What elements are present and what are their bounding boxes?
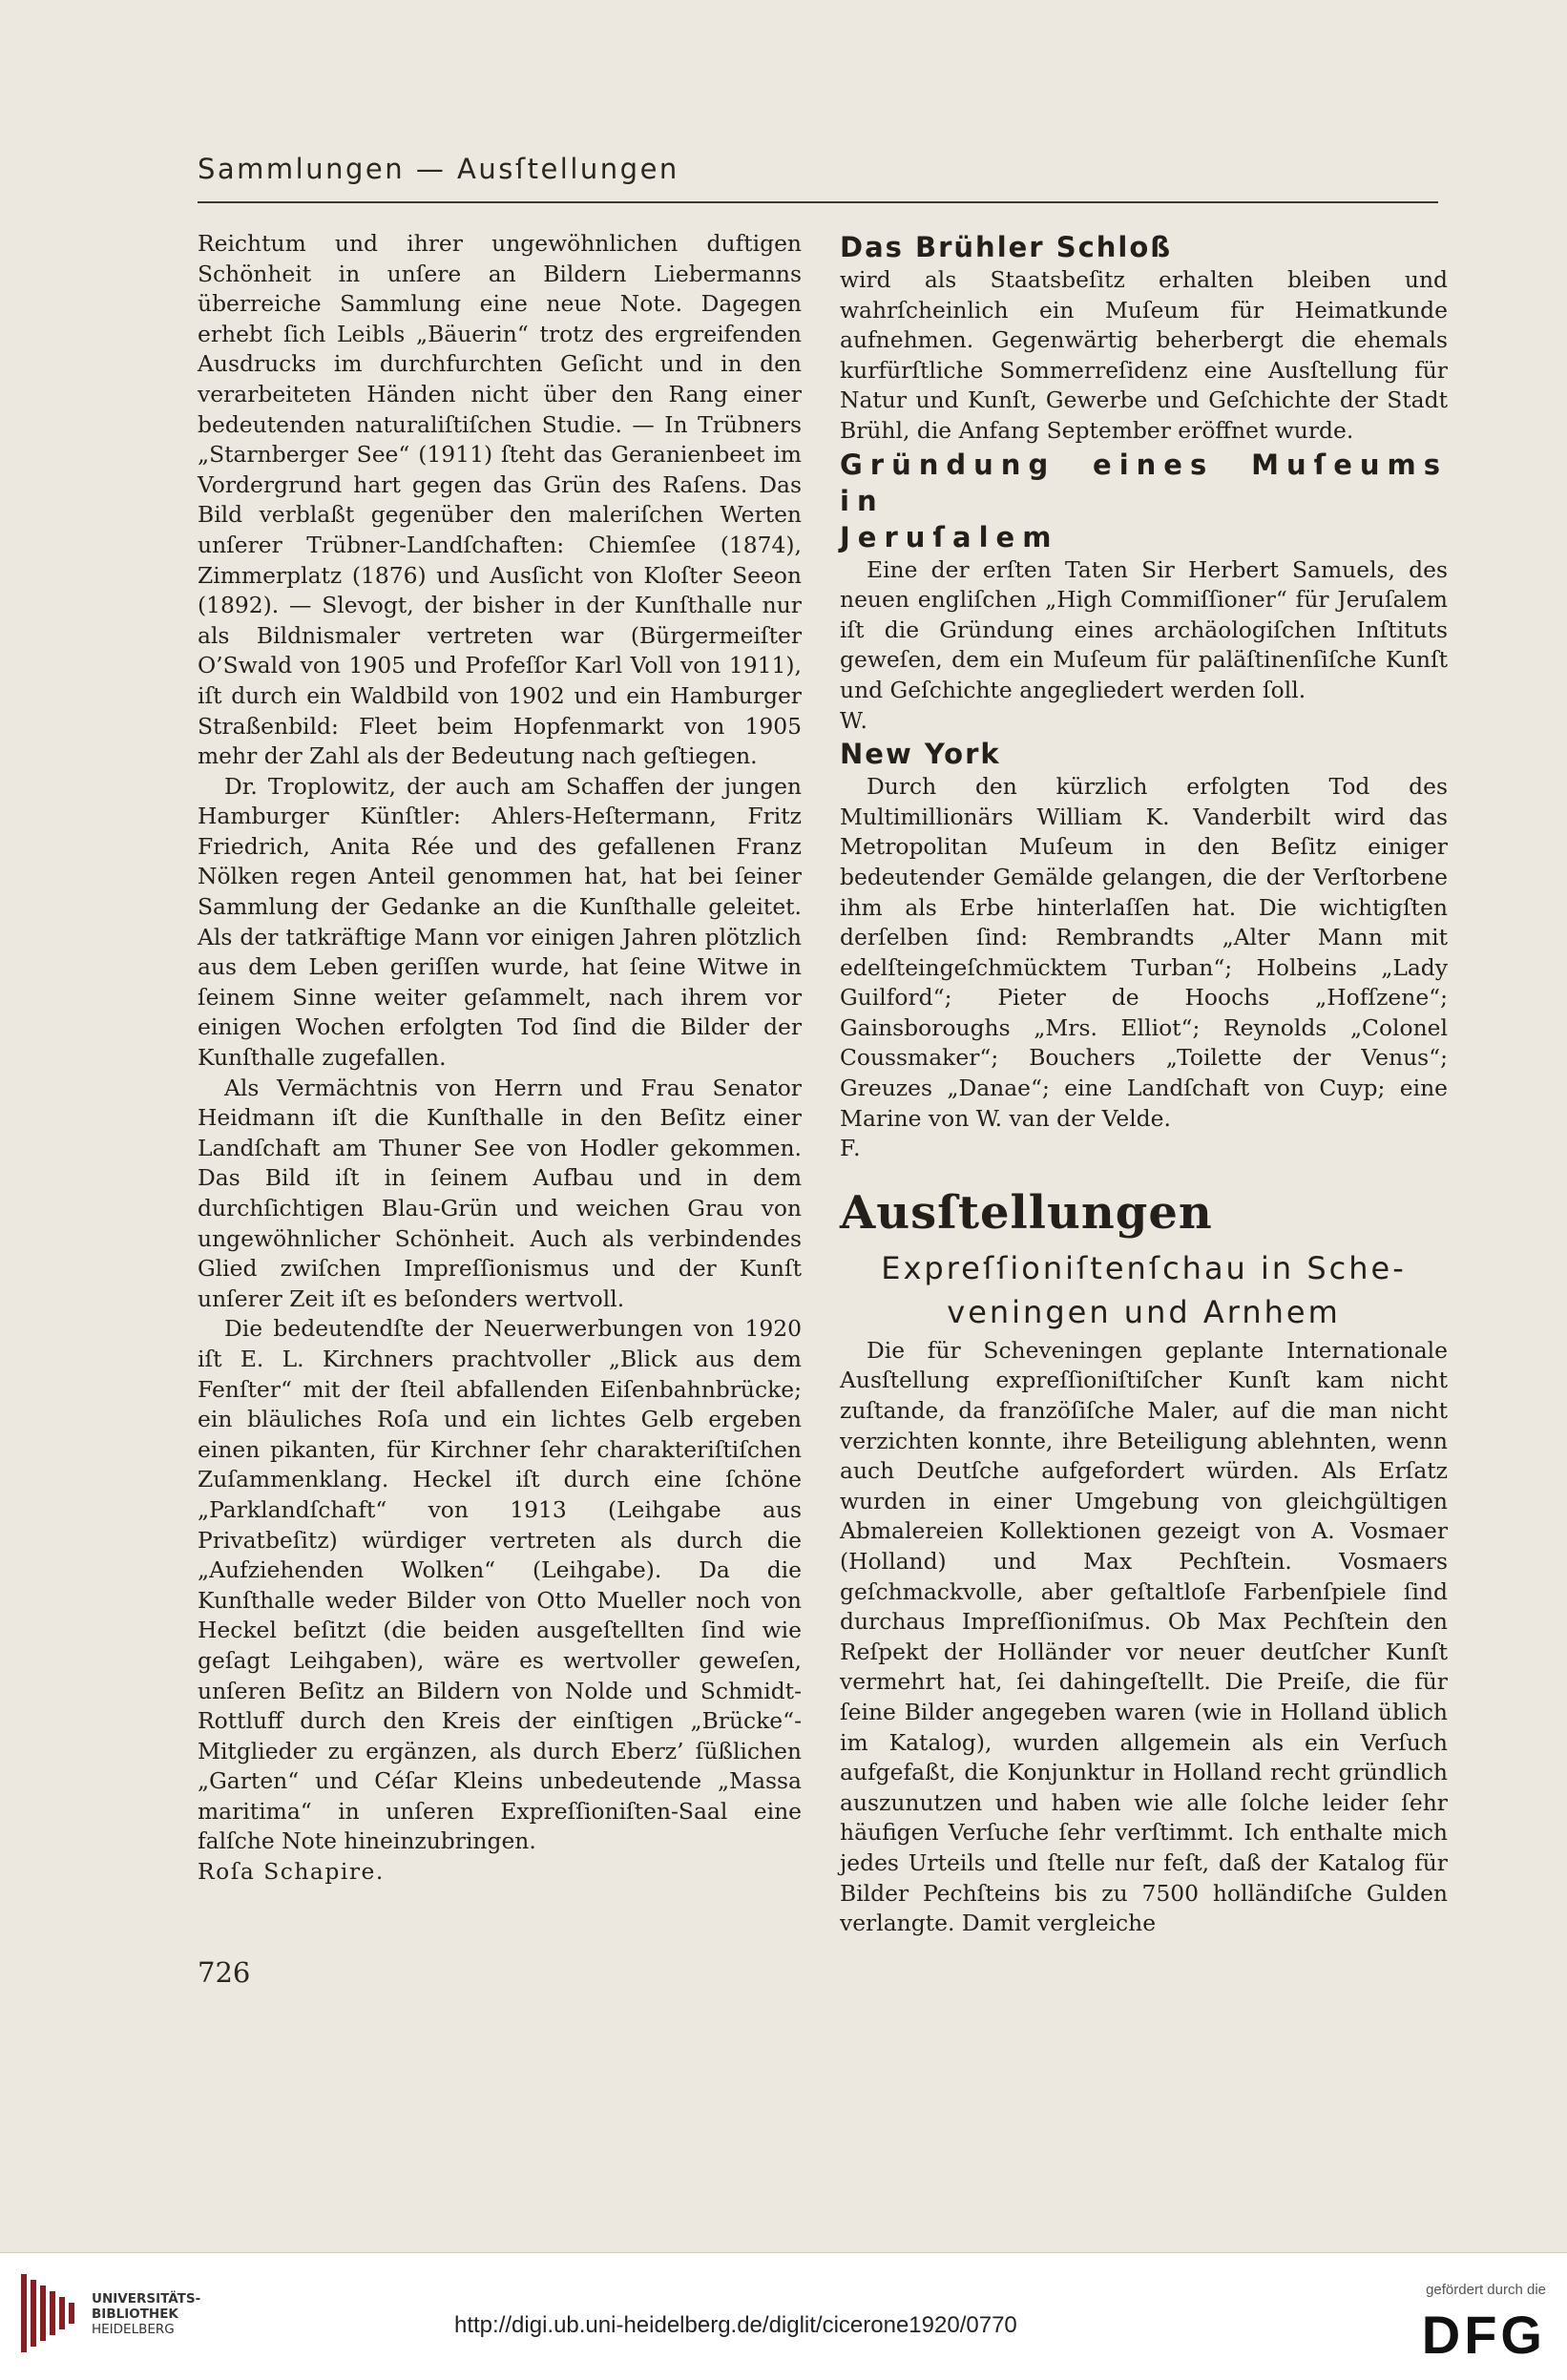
subheading-line1: Expreſſioniſtenſchau in Sche- <box>881 1249 1407 1286</box>
right-column <box>840 229 1448 1939</box>
left-column <box>198 229 802 1888</box>
paragraph: Reichtum und ihrer ungewöhnlichen duftigen Schönheit in unſere an Bildern Liebermanns überreiche Sammlung eine neue Note. Dagegen erhebt ſich Leibls „Bäuerin“ trotz des ergreifenden Ausdrucks im durchfurchten Geſicht und in den verarbeiteten Händen nicht über den Rang einer bedeutenden naturaliſtiſchen Studie. — In Trübners „Starnberger See“ (1911) ſteht das Geranienbeet im Vordergrund hart gegen das Grün des Raſens. Das Bild verblaßt gegenüber den maleriſchen Werten unſerer Trübner-Landſchaften: Chiemſee (1874), Zimmerplatz (1876) und Ausſicht von Kloſter Seeon (1892). — Slevogt, der bisher in der Kunſthalle nur als Bildnismaler vertreten war (Bürgermeiſter O’Swald von 1905 und Profeſſor Karl Voll von 1911), iſt durch ein Waldbild von 1902 und ein Hamburger Straßenbild: Fleet beim Hopfenmarkt von 1905 mehr der Zahl als der Bedeutung nach geſtiegen. <box>198 230 802 770</box>
paragraph: Die bedeutendſte der Neuerwerbungen von 1920 iſt E. L. Kirchners prachtvoller „Blick aus dem Fenſter“ mit der ſteil abfallenden Eiſenbahnbrücke; ein bläuliches Roſa und ein lichtes Gelb ergeben einen pikanten, für Kirchner ſehr charakteriſtiſchen Zuſammenklang. Heckel iſt durch eine ſchöne „Parklandſchaft“ von 1913 (Leihgabe aus Privatbeſitz) würdiger vertreten als durch die „Aufziehenden Wolken“ (Leihgabe). Da die Kunſthalle weder Bilder von Otto Mueller noch von Heckel beſitzt (die beiden ausgeſtellten ſind wie geſagt Leihgaben), wäre es wertvoller geweſen, unſeren Beſitz an Bildern von Nolde und Schmidt-Rottluff durch den Kreis der einſtigen „Brücke“-Mitglieder zu ergänzen, als durch Eberz’ ſüßlichen „Garten“ und Céſar Kleins unbedeutende „Massa maritima“ in unſeren Expreſſioniſten-Saal eine falſche Note hineinzubringen. <box>198 1315 802 1855</box>
subheading-line2: veningen und Arnhem <box>947 1293 1341 1330</box>
footer-bar <box>0 2252 1567 2380</box>
section-title-bruehl: Das Brühler Schloß <box>840 231 1173 263</box>
page-number: 726 <box>198 1956 251 1989</box>
section-signature: W. <box>840 706 869 734</box>
paragraph: Als Vermächtnis von Herrn und Frau Senator Heidmann iſt die Kunſthalle in den Beſitz einer Landſchaft am Thuner See von Hodler gekommen. Das Bild iſt in ſeinem Aufbau und in dem durchſichtigen Blau-Grün und weichen Grau von ungewöhnlicher Schönheit. Auch als verbindendes Glied zwiſchen Impreſſionismus und der Kunſt unſerer Zeit iſt es beſonders wertvoll. <box>198 1074 802 1312</box>
university-name-line: BIBLIOTHEK <box>92 2307 178 2322</box>
source-url-link[interactable]: http://digi.ub.uni-heidelberg.de/diglit/cicerone1920/0770 <box>454 2312 1017 2338</box>
author-signature: Roſa Schapire. <box>198 1858 385 1886</box>
university-name <box>92 2291 200 2337</box>
dfg-logo: DFG <box>1421 2305 1546 2365</box>
section-title-jerusalem-line1: Gründung eines Muſeums in <box>840 448 1448 517</box>
paragraph: Dr. Troplowitz, der auch am Schaffen der jungen Hamburger Künſtler: Ahlers-Heſtermann, Fritz Friedrich, Anita Rée und des gefallenen Franz Nölken regen Anteil genommen hat, hat bei ſeiner Sammlung der Gedanke an die Kunſthalle geleitet. Als der tatkräftige Mann vor einigen Jahren plötzlich aus dem Leben geriſſen wurde, hat ſeine Witwe in ſeinem Sinne weiter geſammelt, nach ihrem vor einigen Wochen erfolgten Tod ſind die Bilder der Kunſthalle zugefallen. <box>198 772 802 1072</box>
university-name-line: HEIDELBERG <box>92 2322 175 2337</box>
paragraph: Durch den kürzlich erfolgten Tod des Multimillionärs William K. Vanderbilt wird das Metropolitan Muſeum in den Beſitz einiger bedeutender Gemälde gelangen, die der Verſtorbene ihm als Erbe hinterlaſſen hat. Die wichtigſten derſelben ſind: Rembrandts „Alter Mann mit edelſteingeſchmücktem Turban“; Holbeins „Lady Guilford“; Pieter de Hoochs „Hofſzene“; Gainsboroughs „Mrs. Elliot“; Reynolds „Colonel Coussmaker“; Bouchers „Toilette der Venus“; Greuzes „Danae“; eine Landſchaft von Cuyp; eine Marine von W. van der Velde. <box>840 773 1448 1132</box>
funded-by-text: gefördert durch die <box>1426 2282 1546 2298</box>
running-head: Sammlungen — Ausſtellungen <box>198 153 679 185</box>
university-name-line: UNIVERSITÄTS- <box>92 2291 201 2307</box>
header-rule <box>198 201 1438 203</box>
paragraph: wird als Staatsbeſitz erhalten bleiben und wahrſcheinlich ein Muſeum für Heimatkunde aufnehmen. Gegenwärtig beherbergt die ehemals kurfürſtliche Sommerreſidenz eine Ausſtellung für Natur und Kunſt, Gewerbe und Geſchichte der Stadt Brühl, die Anfang September eröffnet wurde. <box>840 266 1448 444</box>
section-title-new-york: New York <box>840 738 1001 771</box>
section-title-jerusalem-line2: Jeruſalem <box>840 520 1059 553</box>
university-logo-icon <box>21 2274 76 2352</box>
section-signature: F. <box>840 1135 863 1162</box>
paragraph: Die für Scheveningen geplante Internationale Ausſtellung expreſſioniſtiſcher Kunſt kam nicht zuſtande, da franzöſiſche Maler, auf die man nicht verzichten konnte, ihre Beteiligung ablehnten, wenn auch Deutſche aufgefordert würden. Als Erſatz wurden in einer Umgebung von gleichgültigen Abmalereien Kollektionen gezeigt von A. Vosmaer (Holland) und Max Pechſtein. Vosmaers geſchmackvolle, aber geſtaltloſe Farbenſpiele ſind durchaus Impreſſioniſmus. Ob Max Pechſtein den Reſpekt der Holländer vor neuer deutſcher Kunſt vermehrt hat, ſei dahingeſtellt. Die Preiſe, die für ſeine Bilder angegeben waren (wie in Holland üblich im Katalog), wurden allgemein als ein Verſuch aufgefaßt, die Konjunktur in Holland recht gründlich auszunutzen und haben wie alle ſolche leider ſehr häufigen Verſuche ſehr verſtimmt. Ich enthalte mich jedes Urteils und ſtelle nur feſt, daß der Katalog für Bilder Pechſteins bis zu 7500 holländiſche Gulden verlangte. Damit vergleiche <box>840 1336 1448 1937</box>
paragraph: Eine der erſten Taten Sir Herbert Samuels, des neuen engliſchen „High Commiſſioner“ für Jeruſalem iſt die Gründung eines archäologiſchen Inſtituts geweſen, dem ein Muſeum für paläſtinenſiſche Kunſt und Geſchichte angegliedert werden ſoll. <box>840 555 1448 703</box>
heading-ausstellungen: Ausſtellungen <box>840 1185 1213 1240</box>
